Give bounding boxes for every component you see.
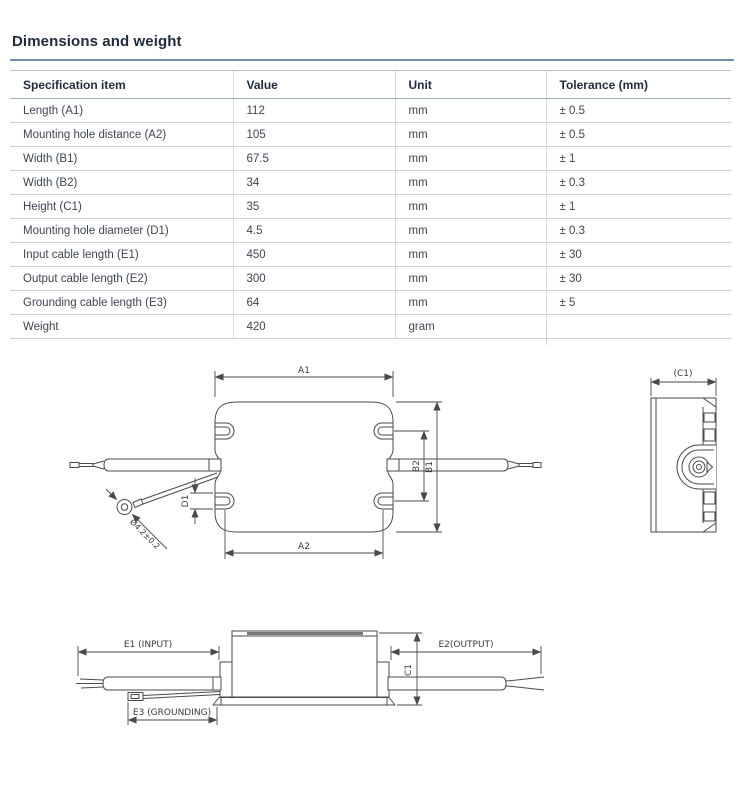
dimension-e3: [128, 702, 217, 725]
cell-tolerance: ± 5: [546, 291, 731, 315]
cell-specification-item: Input cable length (E1): [10, 243, 233, 267]
cell-unit: mm: [395, 147, 546, 171]
cell-tolerance: ± 0.3: [546, 219, 731, 243]
dim-label-c1-bottom: C1: [404, 663, 414, 677]
technical-drawings: [0, 350, 744, 800]
cell-specification-item: Width (B2): [10, 171, 233, 195]
cell-value: 4.5: [233, 219, 395, 243]
cell-value: 67.5: [233, 147, 395, 171]
cable-gland-boss: [677, 445, 716, 489]
cell-tolerance: ± 0.3: [546, 171, 731, 195]
dim-label-e3: E3 (GROUNDING): [132, 708, 212, 718]
table-row: [10, 315, 731, 339]
title-rule-divider: [10, 59, 734, 61]
cell-specification-item: Output cable length (E2): [10, 267, 233, 291]
cell-value: 105: [233, 123, 395, 147]
cell-unit: mm: [395, 243, 546, 267]
table-row: [10, 171, 731, 195]
cell-specification-item: Mounting hole diameter (D1): [10, 219, 233, 243]
side-view-drawing: [651, 369, 716, 532]
cell-tolerance: [546, 315, 731, 339]
dim-label-b1: B1: [425, 461, 435, 473]
top-view-drawing: [70, 366, 541, 559]
table-row: [10, 123, 731, 147]
cell-value: 300: [233, 267, 395, 291]
specification-table: [10, 70, 731, 339]
cell-tolerance: ± 0.5: [546, 99, 731, 123]
cell-unit: mm: [395, 267, 546, 291]
dimension-a1: [215, 366, 393, 397]
col-header-specification-item: Specification item: [10, 71, 233, 99]
cell-value: 112: [233, 99, 395, 123]
dim-label-b2: B2: [412, 460, 422, 472]
table-column-rule-overhang: [546, 327, 547, 345]
dim-label-c1-side: (C1): [673, 369, 693, 379]
col-header-tolerance: Tolerance (mm): [546, 71, 731, 99]
table-row: [10, 243, 731, 267]
driver-body-top-view: [215, 402, 393, 532]
cell-value: 420: [233, 315, 395, 339]
end-cap-right: [377, 662, 389, 697]
output-cable-bottom-view: [388, 677, 544, 690]
cell-value: 450: [233, 243, 395, 267]
cell-unit: mm: [395, 291, 546, 315]
grounding-cable-bottom-view: [128, 692, 220, 701]
dim-label-a2: A2: [298, 542, 310, 552]
dim-label-e1: E1 (INPUT): [123, 640, 173, 650]
cell-unit: gram: [395, 315, 546, 339]
cell-unit: mm: [395, 195, 546, 219]
input-cable-bottom-view: [76, 677, 221, 690]
table-row: [10, 195, 731, 219]
col-header-value: Value: [233, 71, 395, 99]
cell-specification-item: Width (B1): [10, 147, 233, 171]
cell-value: 35: [233, 195, 395, 219]
table-row: [10, 147, 731, 171]
dim-label-e2: E2(OUTPUT): [438, 640, 494, 650]
table-header-row: [10, 71, 731, 99]
cell-specification-item: Mounting hole distance (A2): [10, 123, 233, 147]
cell-value: 34: [233, 171, 395, 195]
cell-tolerance: ± 1: [546, 195, 731, 219]
dimension-e1: [78, 640, 219, 676]
end-cap-left: [220, 662, 232, 697]
dim-label-ring-diameter: Ø4.2±0.2: [127, 517, 162, 552]
col-header-unit: Unit: [395, 71, 546, 99]
cell-specification-item: Length (A1): [10, 99, 233, 123]
cell-unit: mm: [395, 123, 546, 147]
base-plate: [213, 698, 395, 706]
cell-tolerance: ± 1: [546, 147, 731, 171]
dim-label-a1: A1: [298, 366, 310, 376]
cell-tolerance: ± 30: [546, 267, 731, 291]
cell-unit: mm: [395, 99, 546, 123]
cell-tolerance: ± 0.5: [546, 123, 731, 147]
section-title: Dimensions and weight: [12, 33, 182, 50]
cell-unit: mm: [395, 171, 546, 195]
cell-specification-item: Weight: [10, 315, 233, 339]
grounding-cable-top-view: [106, 473, 218, 551]
cell-specification-item: Grounding cable length (E3): [10, 291, 233, 315]
table-row: [10, 99, 731, 123]
table-row: [10, 267, 731, 291]
driver-body-bottom-view: [232, 631, 377, 697]
output-cable-top-view: [387, 459, 541, 471]
table-row: [10, 219, 731, 243]
dim-label-d1: D1: [181, 494, 191, 508]
bottom-view-drawing: [76, 631, 544, 725]
input-cable-top-view: [70, 459, 221, 471]
cell-tolerance: ± 30: [546, 243, 731, 267]
cell-value: 64: [233, 291, 395, 315]
cell-specification-item: Height (C1): [10, 195, 233, 219]
table-row: [10, 291, 731, 315]
cell-unit: mm: [395, 219, 546, 243]
